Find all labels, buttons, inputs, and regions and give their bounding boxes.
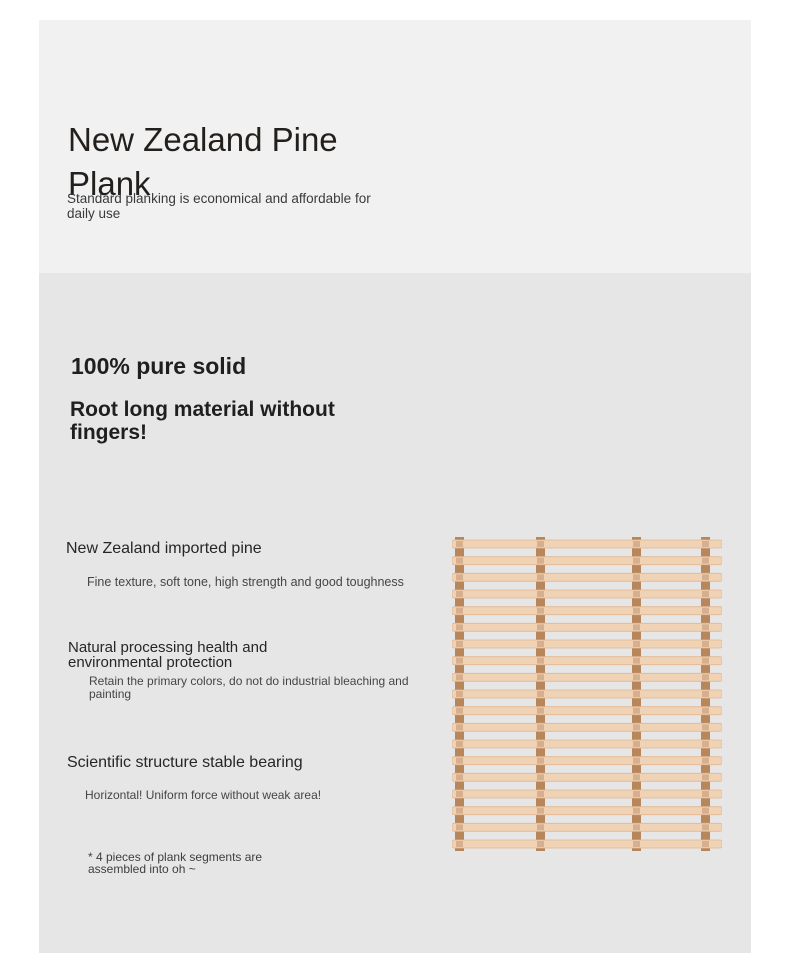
slat-joint [537,774,544,780]
slat-joint [456,624,463,630]
slat-joint [456,591,463,597]
slat-joint [702,641,709,647]
slat-joint [537,741,544,747]
slat-joint [633,841,640,847]
slat-joint [633,624,640,630]
frame-slat [452,773,722,781]
frame-slat [452,823,722,831]
slat-joint [537,708,544,714]
slat-joint [702,674,709,680]
slat-joint [702,708,709,714]
slat-joint [633,541,640,547]
slat-joint [456,708,463,714]
feature-desc-imported-pine: Fine texture, soft tone, high strength and good toughness [87,575,404,589]
slat-joint [456,774,463,780]
slat-joint [456,541,463,547]
slat-joint [456,841,463,847]
slat-joint [702,724,709,730]
feature-title-natural-processing: Natural processing health and environmental protection [68,639,268,671]
slat-joint [702,574,709,580]
frame-slat [452,807,722,815]
slat-joint [537,841,544,847]
frame-slat [452,540,722,548]
slat-joint [702,591,709,597]
frame-slat [452,623,722,631]
slat-joint [456,791,463,797]
slat-joint [633,608,640,614]
details-section [39,273,751,953]
slat-joint [456,724,463,730]
slat-joint [537,674,544,680]
slat-joint [537,574,544,580]
slat-joint [633,691,640,697]
slat-joint [456,641,463,647]
feature-title-structure: Scientific structure stable bearing [67,754,303,771]
feature-desc-structure: Horizontal! Uniform force without weak area! [85,788,322,802]
slat-joint [537,641,544,647]
slat-joint [633,674,640,680]
header-section [39,20,751,273]
slat-joint [633,708,640,714]
slat-joint [702,774,709,780]
slat-joint [537,824,544,830]
slat-joint [537,758,544,764]
slat-joint [537,808,544,814]
slat-joint [633,558,640,564]
slat-joint [702,624,709,630]
slat-joint [456,808,463,814]
slat-joint [456,758,463,764]
slat-joint [537,591,544,597]
slat-joint [537,558,544,564]
slat-joint [456,608,463,614]
slat-joint [537,658,544,664]
slat-joint [702,658,709,664]
slat-joint [537,791,544,797]
frame-slat [452,573,722,581]
frame-slat [452,590,722,598]
frame-slat [452,740,722,748]
slat-joint [633,808,640,814]
slat-joint [702,808,709,814]
frame-slat [452,723,722,731]
slat-joint [702,791,709,797]
feature-desc-natural-processing: Retain the primary colors, do not do industrial bleaching and painting [89,674,409,701]
root-material-heading: Root long material without fingers! [70,398,335,444]
slat-joint [456,674,463,680]
frame-slat [452,640,722,648]
slat-joint [633,824,640,830]
frame-slat [452,607,722,615]
slat-joint [702,824,709,830]
frame-slat [452,673,722,681]
slat-joint [633,741,640,747]
slat-joint [456,824,463,830]
slat-joint [702,841,709,847]
frame-slat [452,790,722,798]
frame-slat [452,707,722,715]
frame-slat [452,657,722,665]
frame-slat [452,840,722,848]
slat-joint [456,658,463,664]
slat-joint [633,591,640,597]
page-title: New Zealand Pine Plank [68,121,338,200]
slat-joint [702,608,709,614]
pure-solid-heading: 100% pure solid [71,353,247,379]
slatted-bed-frame-icon [452,537,722,851]
slat-joint [537,724,544,730]
slat-joint [633,574,640,580]
slat-joint [633,791,640,797]
slat-joint [537,608,544,614]
slat-joint [456,574,463,580]
slat-joint [633,758,640,764]
slat-joint [456,691,463,697]
slat-joint [633,658,640,664]
slat-joint [702,541,709,547]
feature-title-imported-pine: New Zealand imported pine [66,540,262,557]
slat-joint [633,724,640,730]
page-subtitle: Standard planking is economical and affordable for daily use [67,191,371,221]
slat-joint [702,558,709,564]
slat-joint [633,774,640,780]
frame-slat [452,557,722,565]
slat-joint [537,541,544,547]
slat-joint [702,691,709,697]
slat-joint [537,691,544,697]
slat-joint [633,641,640,647]
assembly-note: * 4 pieces of plank segments are assembled into oh ~ [88,850,263,876]
slat-joint [456,558,463,564]
slat-joint [702,758,709,764]
slat-joint [456,741,463,747]
slat-joint [537,624,544,630]
slat-joint [702,741,709,747]
frame-slat [452,690,722,698]
frame-slat [452,757,722,765]
